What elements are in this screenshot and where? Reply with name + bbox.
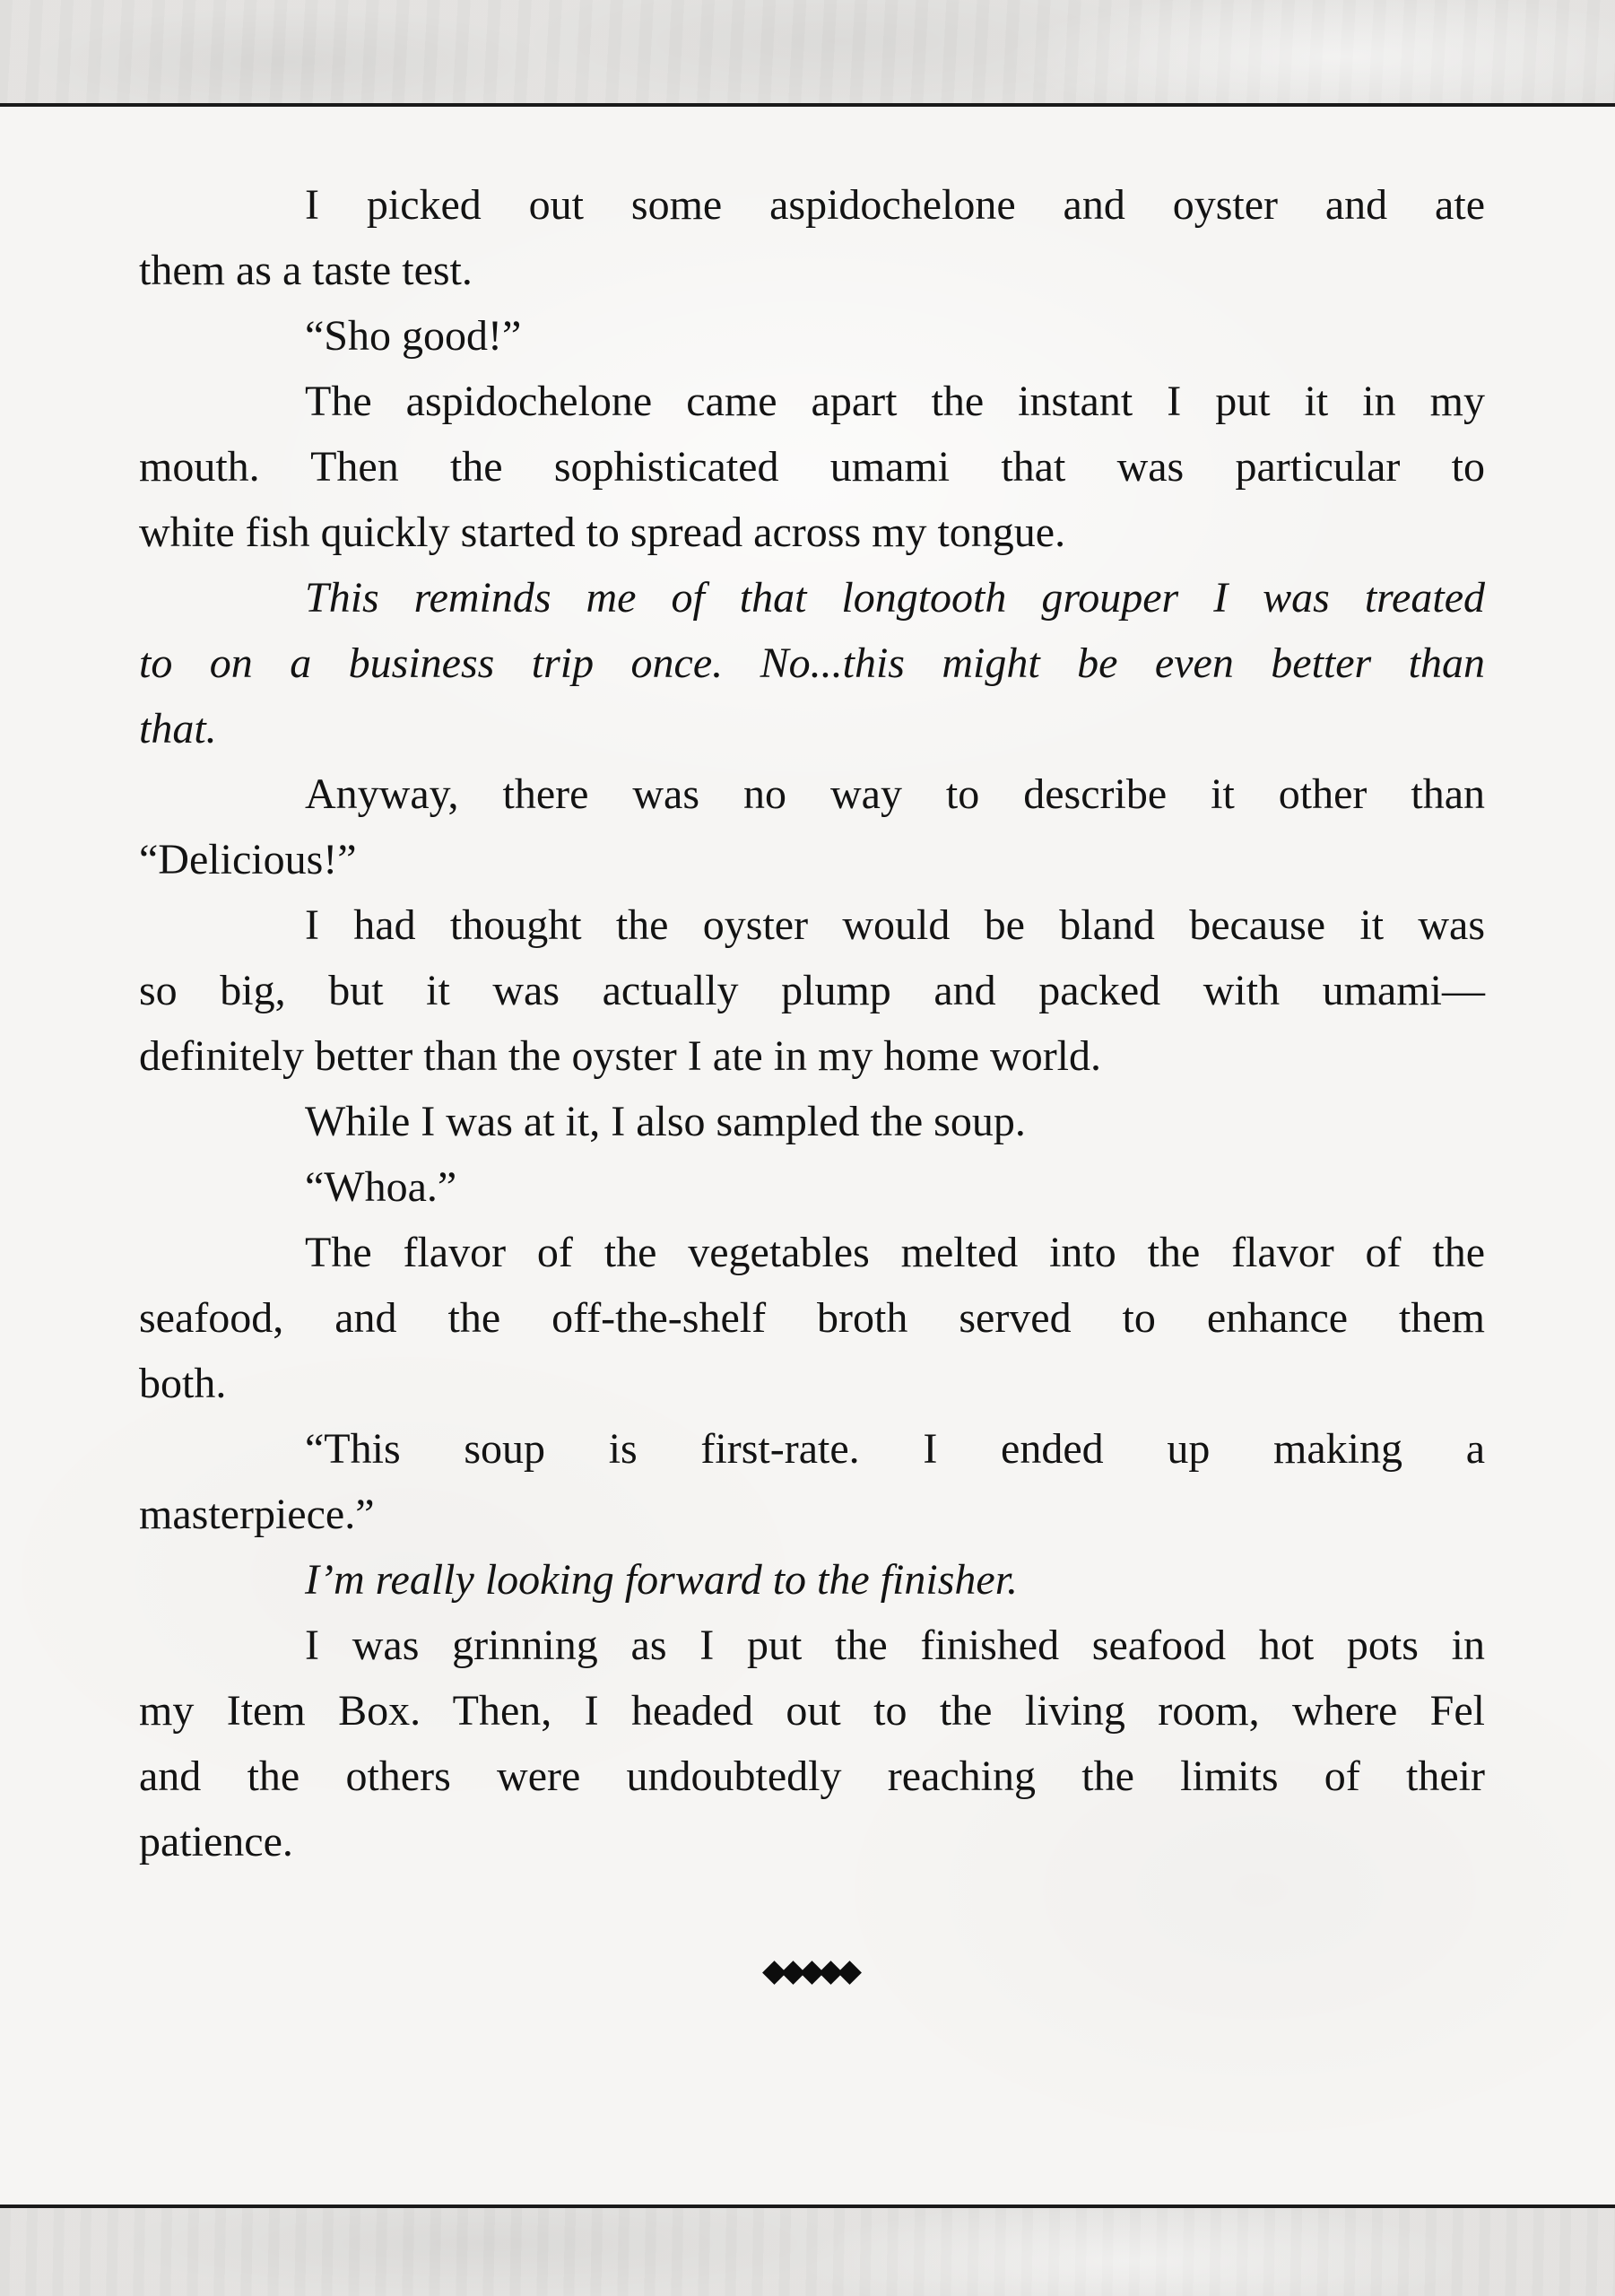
page-content <box>0 107 1615 2205</box>
text-line: mouth. Then the sophisticated umami that was particular to <box>139 443 1485 491</box>
page-top-margin <box>0 0 1615 103</box>
text-line: The aspidochelone came apart the instant I put it in my <box>305 378 1485 425</box>
text-line: I’m really looking forward to the finisher. <box>305 1556 1019 1604</box>
text-line: I picked out some aspidochelone and oyster and ate <box>305 181 1485 229</box>
text-line: Anyway, there was no way to describe it other than <box>305 770 1485 818</box>
page-bottom-margin <box>0 2208 1615 2296</box>
diamond-icon <box>838 1961 862 1985</box>
text-line: to on a business trip once. No...this might be even better than <box>139 639 1485 687</box>
text-line: both. <box>139 1360 227 1407</box>
text-line: that. <box>139 705 217 752</box>
text-line: and the others were undoubtedly reaching the limits of their <box>139 1752 1485 1800</box>
text-line: white fish quickly started to spread across my tongue. <box>139 509 1066 556</box>
text-block <box>139 172 1485 1874</box>
text-line: masterpiece.” <box>139 1491 375 1538</box>
text-line: so big, but it was actually plump and packed with umami— <box>139 967 1485 1014</box>
text-line: my Item Box. Then, I headed out to the living room, where Fel <box>139 1687 1485 1735</box>
text-line: “Whoa.” <box>305 1163 457 1211</box>
text-line: seafood, and the off-the-shelf broth served to enhance them <box>139 1294 1485 1342</box>
text-line: them as a taste test. <box>139 247 473 294</box>
text-line: This reminds me of that longtooth grouper I was treated <box>305 574 1485 622</box>
text-line: The flavor of the vegetables melted into the flavor of the <box>305 1229 1485 1276</box>
text-line: While I was at it, I also sampled the soup. <box>305 1098 1026 1145</box>
text-line: I was grinning as I put the finished seafood hot pots in <box>305 1622 1485 1669</box>
text-line: “This soup is first-rate. I ended up making a <box>305 1425 1485 1473</box>
text-line: patience. <box>139 1818 293 1866</box>
text-line: “Delicious!” <box>139 836 357 883</box>
text-line: definitely better than the oyster I ate in my home world. <box>139 1032 1102 1080</box>
text-line: I had thought the oyster would be bland because it was <box>305 901 1485 949</box>
scene-break <box>139 1940 1485 2005</box>
text-line: “Sho good!” <box>305 312 522 360</box>
